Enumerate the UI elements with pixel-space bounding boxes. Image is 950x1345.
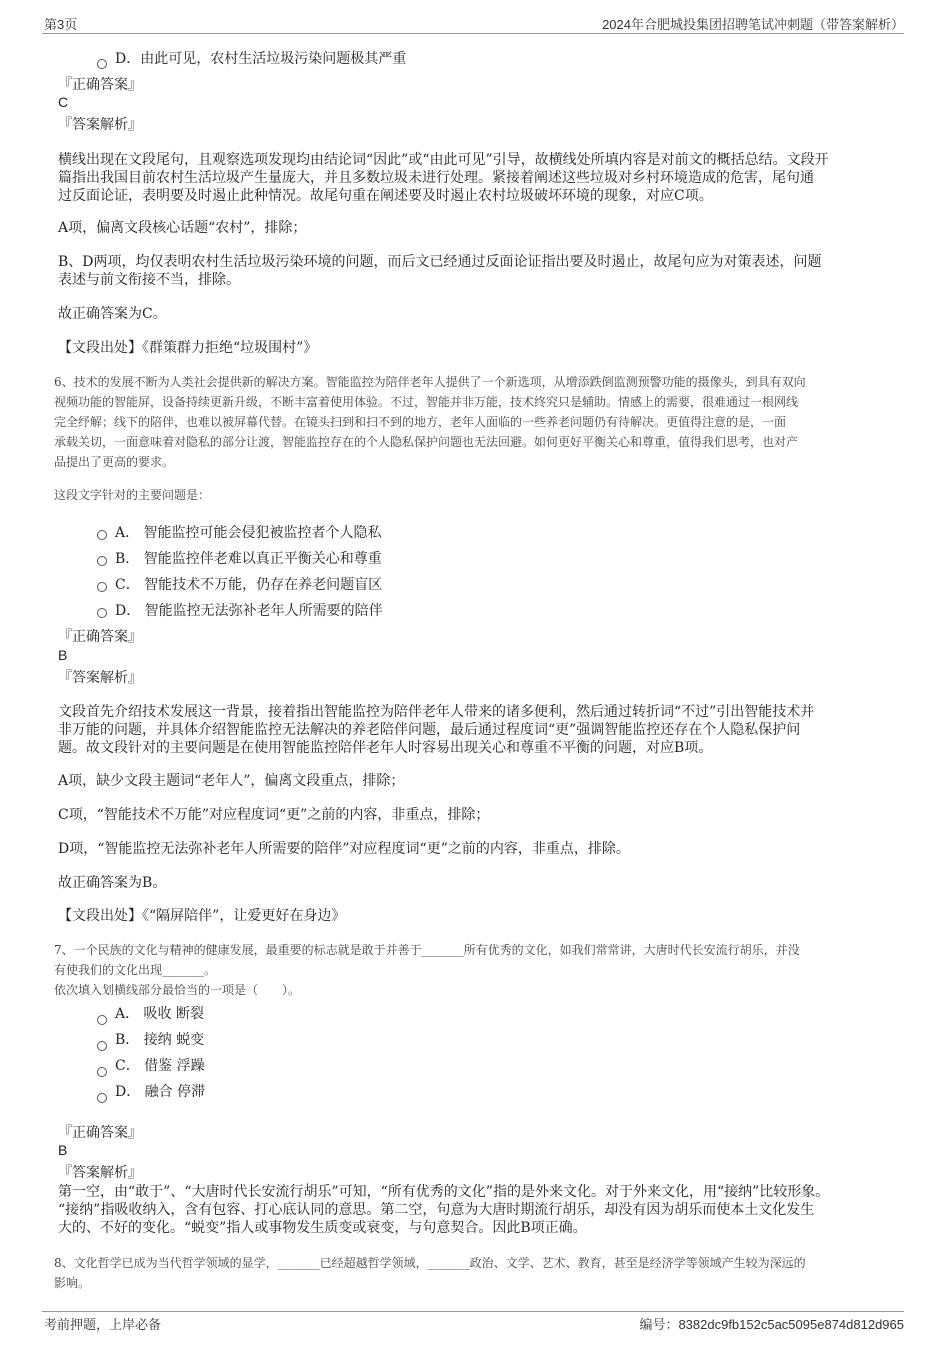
- q7-analysis-line: 第一空，由“敢于”、“大唐时代长安流行胡乐”可知，“所有优秀的文化”指的是外来文化。对于外来文化，用“接纳”比较形象。: [58, 1184, 830, 1200]
- q6-answer: B: [58, 647, 68, 663]
- q8-stem-line: 影响。: [54, 1276, 91, 1290]
- radio-q6-d[interactable]: [97, 608, 107, 618]
- q6-stem-line: 承载关切，一面意味着对隐私的部分让渡，智能监控存在的个人隐私保护问题也无法回避。如何更好平衡关心和尊重，值得我们思考，也对产: [54, 435, 799, 449]
- radio-q7-b[interactable]: [97, 1041, 107, 1051]
- q6-analysis-line: 文段首先介绍技术发展这一背景，接着指出智能监控为陪伴老年人带来的诸多便利，然后通过转折词“不过”引出智能技术并: [58, 704, 815, 720]
- q7-option-b: B． 接纳 蜕变: [115, 1032, 205, 1048]
- q7-analysis-line: “接纳”指吸收纳入，含有包容、打心底认同的意思。第二空，句意为大唐时期流行胡乐，却没有因为胡乐而使本土文化发生: [58, 1202, 815, 1218]
- q5-analysis-line: 过反面论证，表明要及时遏止此种情况。故尾句重在阐述要及时遏止农村垃圾破坏环境的现象，对应C项。: [58, 188, 713, 204]
- q5-conclusion: 故正确答案为C。: [58, 306, 167, 322]
- q7-option-a: A． 吸收 断裂: [115, 1006, 205, 1022]
- q6-analysis-line: 题。故文段针对的主要问题是在使用智能监控陪伴老年人时容易出现关心和尊重不平衡的问题，对应B项。: [58, 740, 713, 756]
- header-divider: [42, 33, 904, 34]
- q6-conclusion: 故正确答案为B。: [58, 875, 167, 891]
- footer-code: 编号：8382dc9fb152c5ac5095e874d812d965: [639, 1317, 904, 1332]
- q6-option-a: A． 智能监控可能会侵犯被监控者个人隐私: [115, 525, 382, 541]
- radio-q6-a[interactable]: [97, 530, 107, 540]
- document-title: 2024年合肥城投集团招聘笔试冲刺题（带答案解析）: [602, 17, 904, 32]
- correct-answer-label: 『正确答案』: [58, 1125, 142, 1141]
- correct-answer-label: 『正确答案』: [58, 77, 142, 93]
- q6-question: 这段文字针对的主要问题是：: [54, 488, 211, 502]
- q5-source: 【文段出处】《群策群力拒绝“垃圾围村”》: [58, 340, 318, 356]
- q7-stem-line: 依次填入划横线部分最恰当的一项是（ ）。: [54, 983, 301, 997]
- q6-stem-line: 6、技术的发展不断为人类社会提供新的解决方案。智能监控为陪伴老年人提供了一个新选项，从增添跌倒监测预警功能的摄像头，到具有双向: [54, 375, 806, 389]
- q7-answer: B: [58, 1142, 68, 1158]
- q5-bd-explanation: 表述与前文衔接不当，排除。: [58, 272, 240, 288]
- q6-d-explanation: D项，“智能监控无法弥补老年人所需要的陪伴”对应程度词“更”之前的内容，非重点，排除。: [58, 841, 630, 857]
- q7-option-d: D． 融合 停滞: [115, 1084, 206, 1100]
- radio-q5-d[interactable]: [97, 59, 107, 69]
- q6-option-c: C． 智能技术不万能，仍存在养老问题盲区: [115, 577, 383, 593]
- q5-analysis-line: 篇指出我国目前农村生活垃圾产生量庞大，并且多数垃圾未进行处理。紧接着阐述这些垃圾对乡村环境造成的危害，尾句通: [58, 170, 814, 186]
- radio-q7-d[interactable]: [97, 1093, 107, 1103]
- q7-analysis-line: 大的、不好的变化。“蜕变”指人或事物发生质变或衰变，与句意契合。因此B项正确。: [58, 1220, 587, 1236]
- q6-c-explanation: C项，“智能技术不万能”对应程度词“更”之前的内容，非重点，排除；: [58, 807, 490, 823]
- q7-stem-line: 7、一个民族的文化与精神的健康发展，最重要的标志就是敢于并善于_______所有优秀的文化，如我们常常讲，大唐时代长安流行胡乐，并没: [54, 943, 800, 957]
- q5-option-d: D．由此可见，农村生活垃圾污染问题极其严重: [115, 51, 407, 67]
- analysis-label: 『答案解析』: [58, 117, 142, 133]
- radio-q7-a[interactable]: [97, 1015, 107, 1025]
- analysis-label: 『答案解析』: [58, 670, 142, 686]
- q7-stem-line: 有使我们的文化出现_______。: [54, 963, 217, 977]
- q7-option-c: C． 借鉴 浮躁: [115, 1058, 205, 1074]
- q6-stem-line: 品提出了更高的要求。: [54, 455, 175, 469]
- q5-a-explanation: A项，偏离文段核心话题“农村”，排除；: [58, 220, 307, 236]
- q5-analysis-line: 横线出现在文段尾句，且观察选项发现均由结论词“因此”或“由此可见”引导，故横线处所填内容是对前文的概括总结。文段开: [58, 152, 829, 168]
- radio-q6-c[interactable]: [97, 582, 107, 592]
- radio-q7-c[interactable]: [97, 1067, 107, 1077]
- q6-option-b: B． 智能监控伴老难以真正平衡关心和尊重: [115, 551, 382, 567]
- q5-answer: C: [58, 94, 69, 110]
- q6-source: 【文段出处】《“隔屏陪伴”，让爱更好在身边》: [58, 908, 346, 924]
- q6-a-explanation: A项，缺少文段主题词“老年人”，偏离文段重点，排除；: [58, 773, 405, 789]
- q6-stem-line: 完全纾解；线下的陪伴，也难以被屏幕代替。在镜头扫到和扫不到的地方，老年人面临的一些养老问题仍有待解决。更值得注意的是，一面: [54, 415, 787, 429]
- q6-analysis-line: 非万能的问题，并具体介绍智能监控无法解决的养老陪伴问题，最后通过程度词“更”强调智能监控还存在个人隐私保护问: [58, 722, 801, 738]
- q6-option-d: D． 智能监控无法弥补老年人所需要的陪伴: [115, 603, 383, 619]
- radio-q6-b[interactable]: [97, 556, 107, 566]
- analysis-label: 『答案解析』: [58, 1165, 142, 1181]
- correct-answer-label: 『正确答案』: [58, 629, 142, 645]
- q6-stem-line: 视频功能的智能屏，设备持续更新升级，不断丰富着使用体验。不过，智能并非万能，技术终究只是辅助。情感上的需要，很难通过一根网线: [54, 395, 799, 409]
- footer-divider: [42, 1311, 904, 1312]
- footer-slogan: 考前押题，上岸必备: [44, 1317, 162, 1332]
- page-number: 第3页: [44, 17, 78, 32]
- q5-bd-explanation: B、D两项，均仅表明农村生活垃圾污染环境的问题，而后文已经通过反面论证指出要及时遏止，故尾句应为对策表述，问题: [58, 254, 822, 270]
- q8-stem-line: 8、文化哲学已成为当代哲学领域的显学，_______已经超越哲学领域，_______政治、文学、艺术、教育，甚至是经济学等领域产生较为深远的: [54, 1256, 806, 1270]
